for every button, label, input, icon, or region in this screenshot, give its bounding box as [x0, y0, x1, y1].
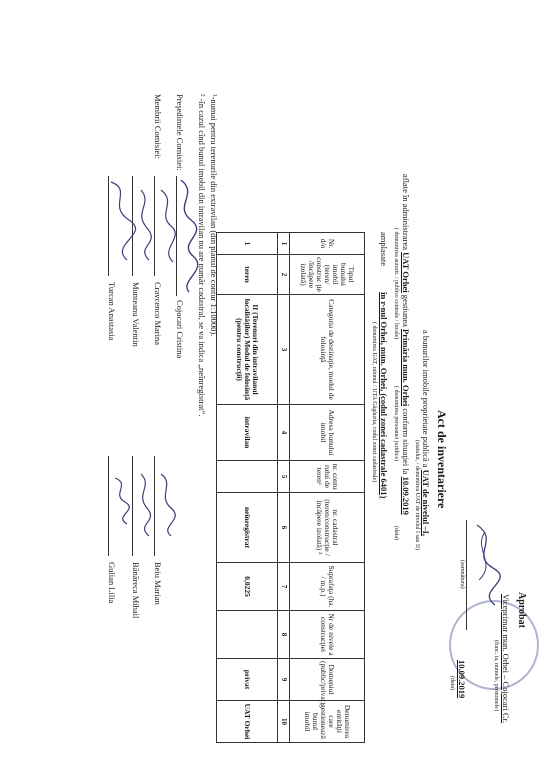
approval-signature-hint: (semnătura)	[459, 560, 465, 589]
header-line2-hint-date: (data)	[393, 526, 399, 540]
cell-domain: privat	[217, 659, 278, 701]
member-left-3: Turcan Anastasia	[107, 282, 117, 341]
header-line1-prefix: a bunurilor imobile proprietate publică a	[421, 330, 431, 468]
cell-address: intravilan	[217, 405, 278, 461]
col-number: 2	[278, 255, 290, 295]
inventory-table	[216, 232, 365, 743]
header-line2-value: UAT Orhei	[401, 252, 411, 293]
member-signature	[107, 470, 135, 530]
header-line2-suffix: conform situaţiei la	[401, 408, 411, 475]
cell-entity: UAT Orhei	[217, 701, 278, 743]
footnote-1: ¹-numai pentru terenurile din extravilan (din planul de contur 1:10000).	[209, 94, 219, 337]
col-header-area: Suprafaţa (ha. / m.p.)	[290, 563, 365, 611]
header-line1-value: UAT de nivelul –I,	[421, 469, 431, 537]
footnote-2: ² -în cazul cînd bunul imobil din intravilan nu are număr cadastral, se va indica „neînregistrat”.	[197, 94, 207, 417]
president-label: Preşedintele Comisiei:	[175, 94, 185, 171]
col-number: 10	[278, 701, 290, 743]
approval-date: 10.09.2019	[457, 660, 467, 699]
president-name: Cojocari Cristina	[175, 300, 185, 359]
col-number: 4	[278, 405, 290, 461]
col-header-nr: Nr. d/o	[290, 233, 365, 255]
members-label: Membrii Comisiei:	[153, 94, 163, 159]
col-header-type: Tipul bunului imobil (teren/ construc ţie /încăpere izolată)	[290, 255, 365, 295]
header-line2-hint-left: ( denumirea autorit. / publice centrale / locale)	[393, 228, 399, 340]
header-line2-prefix: aflate în administrarea	[401, 174, 411, 250]
cell-area: 0,0225	[217, 563, 278, 611]
header-line3-value: în r-nul Orhei, mun. Orhei, (codul zonei cadastrale 6401)	[379, 292, 389, 499]
approval-date-hint: (data)	[449, 676, 455, 690]
approval-position-hint: (func. ia, numele, prenumele)	[493, 640, 499, 711]
header-line3-prefix: amplasate	[379, 232, 389, 266]
header-line2-mid: gestiunea	[401, 294, 411, 327]
col-number: 8	[278, 611, 290, 659]
header-line2-date: 10.09.2019	[401, 476, 411, 515]
col-header-entity: Denumirea entităţii care gestionează bunul imobil	[290, 701, 365, 743]
cell-levels	[217, 611, 278, 659]
col-header-cadastral: nr. cadastral (teren/construcţie /încăpere izolată) ²	[290, 493, 365, 563]
col-number: 5	[278, 461, 290, 493]
document-title: Act de inventariere	[435, 410, 449, 509]
col-number: 6	[278, 493, 290, 563]
approval-signature	[465, 520, 505, 610]
table-row	[217, 233, 278, 743]
cell-type: teren	[217, 255, 278, 295]
col-number: 1	[278, 233, 290, 255]
cell-contour	[217, 461, 278, 493]
header-line2-value2: Primăria mun. Orhei	[401, 329, 411, 407]
member-left-1: Cravcenco Marina	[153, 282, 163, 346]
table-header-row	[290, 233, 365, 743]
table-number-row	[278, 233, 290, 743]
cell-category: II (Terenuri din intravilanul localităţilor) Modul de folosinţă (pentru construcţii)	[217, 295, 278, 405]
cell-cadastral: neînregistrat	[217, 493, 278, 563]
member-left-2: Munteanu Valentin	[131, 282, 141, 347]
col-number: 7	[278, 563, 290, 611]
member-right-3: Gulian Lilia	[107, 562, 117, 604]
col-header-contour: nr. contu rului de teren¹	[290, 461, 365, 493]
header-line2-hint-right: ( denumirea persoanei juridice)	[393, 386, 399, 462]
col-header-category: Categoria de destinaţie, modul de folosinţă	[290, 295, 365, 405]
cell-nr: 1	[217, 233, 278, 255]
header-line3-hint: ( denumirea UAT, raionul / UTA Găgăuzia, codul zonei cadastrale)	[371, 322, 377, 483]
member-right-2: Bănăreca Mihail	[131, 562, 141, 619]
col-header-domain: Domeniul (public/privat)	[290, 659, 365, 701]
approval-title: Aprobat	[516, 592, 527, 628]
header-line1-hint: (statului, / denumirea UAT de nivelul I sau II)	[414, 440, 420, 551]
approval-position: Viceprimar mun. Orhei – Cojocari Cr.	[501, 594, 511, 724]
col-number: 3	[278, 295, 290, 405]
col-header-levels: Nr de nivele a construcţiei	[290, 611, 365, 659]
col-header-address: Adresa bunului imobil	[290, 405, 365, 461]
member-right-1: Beiu Marian	[153, 562, 163, 605]
col-number: 9	[278, 659, 290, 701]
